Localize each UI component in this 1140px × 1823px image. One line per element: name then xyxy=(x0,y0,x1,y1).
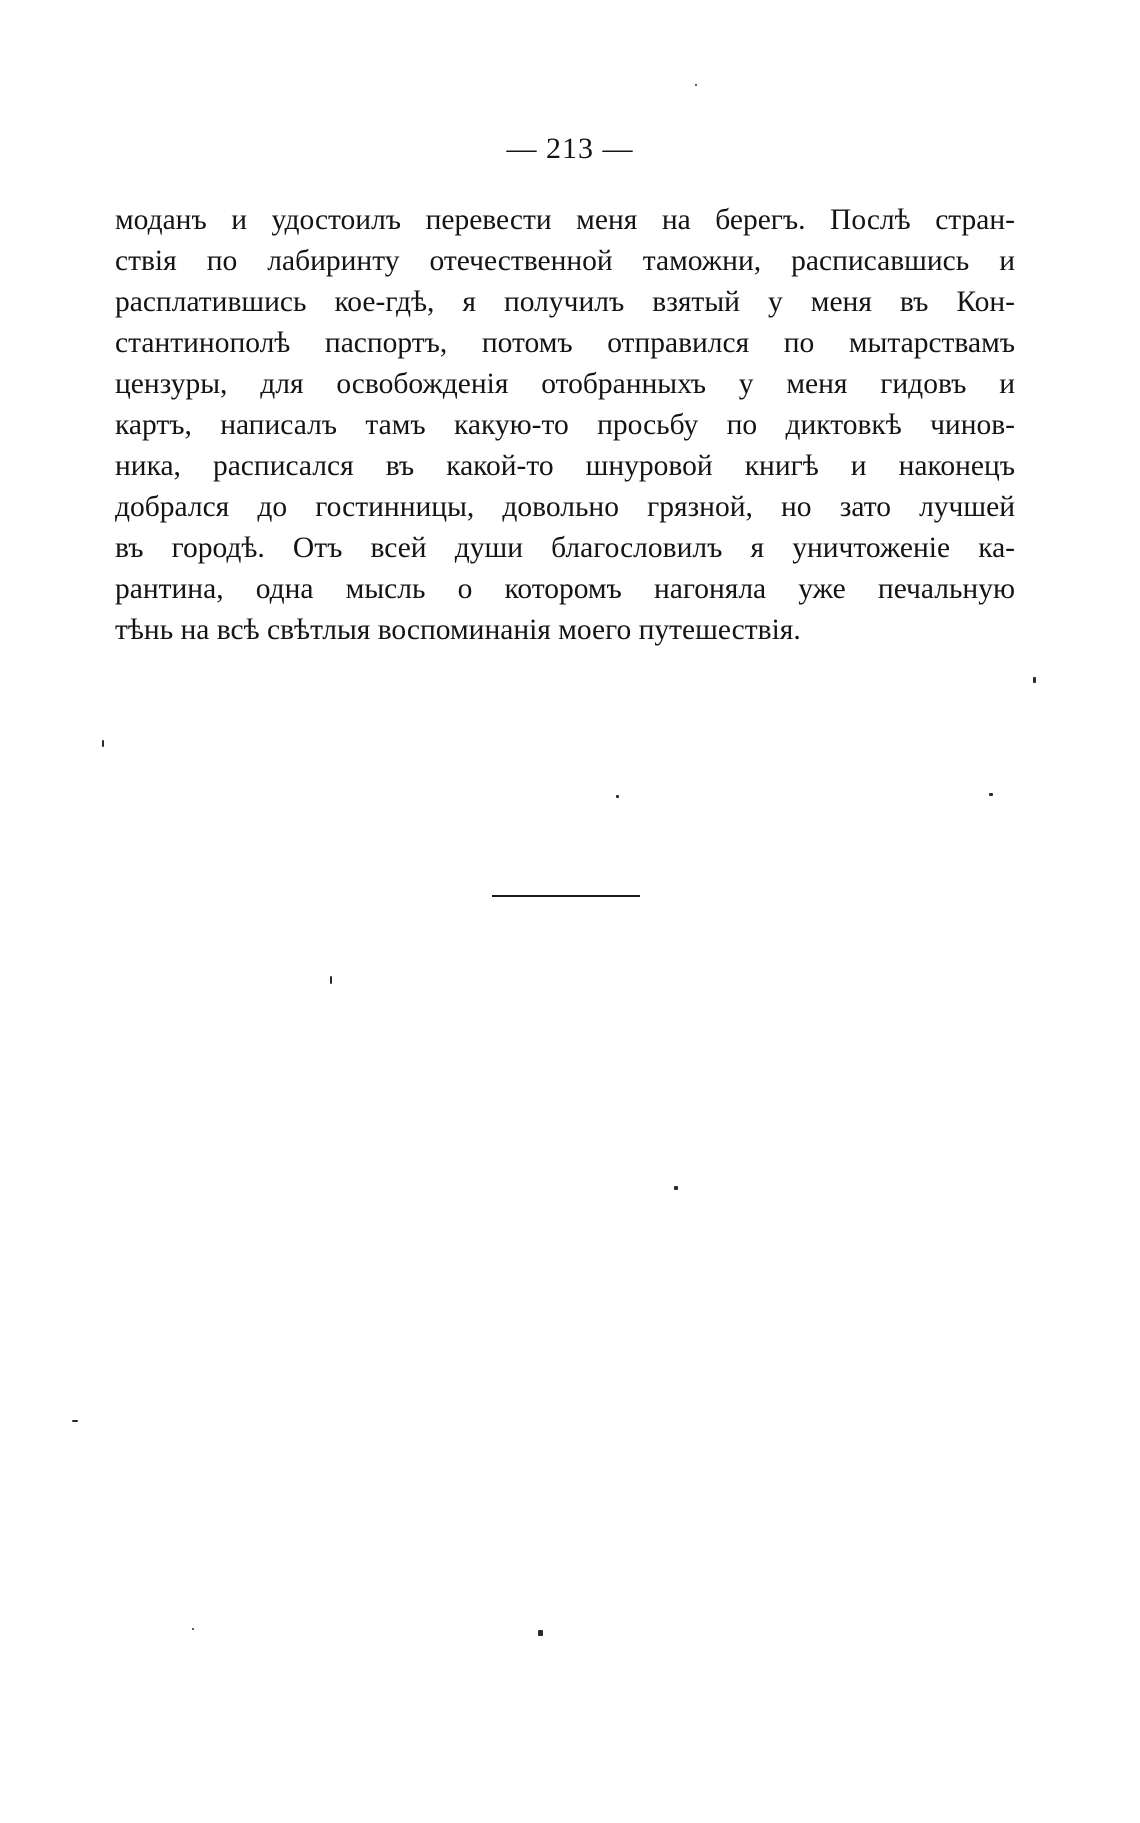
text-line: въ городѣ. Отъ всей души благословилъ я уничтоженіе ка- xyxy=(115,532,1015,564)
scan-speck xyxy=(695,84,697,86)
scan-speck xyxy=(330,976,332,984)
scan-speck xyxy=(102,740,104,747)
body-paragraph xyxy=(115,200,1015,651)
scan-speck xyxy=(989,793,993,796)
scan-speck xyxy=(538,1630,543,1636)
text-line: ника, расписался въ какой-то шнуровой книгѣ и наконецъ xyxy=(115,450,1015,482)
scan-speck xyxy=(674,1186,678,1190)
text-line: моданъ и удостоилъ перевести меня на берегъ. Послѣ стран- xyxy=(115,204,1015,236)
text-line: картъ, написалъ тамъ какую-то просьбу по диктовкѣ чинов- xyxy=(115,409,1015,441)
scan-speck xyxy=(616,795,619,798)
text-line: цензуры, для освобожденія отобранныхъ у меня гидовъ и xyxy=(115,368,1015,400)
scan-speck xyxy=(1033,677,1036,683)
text-line: добрался до гостинницы, довольно грязной, но зато лучшей xyxy=(115,491,1015,523)
text-line: стантинополѣ паспортъ, потомъ отправился по мытарствамъ xyxy=(115,327,1015,359)
scan-speck xyxy=(72,1420,78,1422)
text-line: расплатившись кое-гдѣ, я получилъ взятый у меня въ Кон- xyxy=(115,286,1015,318)
text-line: рантина, одна мысль о которомъ нагоняла уже печальную xyxy=(115,573,1015,605)
text-line: ствія по лабиринту отечественной таможни, расписавшись и xyxy=(115,245,1015,277)
scan-speck xyxy=(192,1628,194,1630)
section-divider xyxy=(492,895,640,897)
page-number: — 213 — xyxy=(506,132,634,165)
text-line: тѣнь на всѣ свѣтлыя воспоминанія моего путешествія. xyxy=(115,614,801,646)
